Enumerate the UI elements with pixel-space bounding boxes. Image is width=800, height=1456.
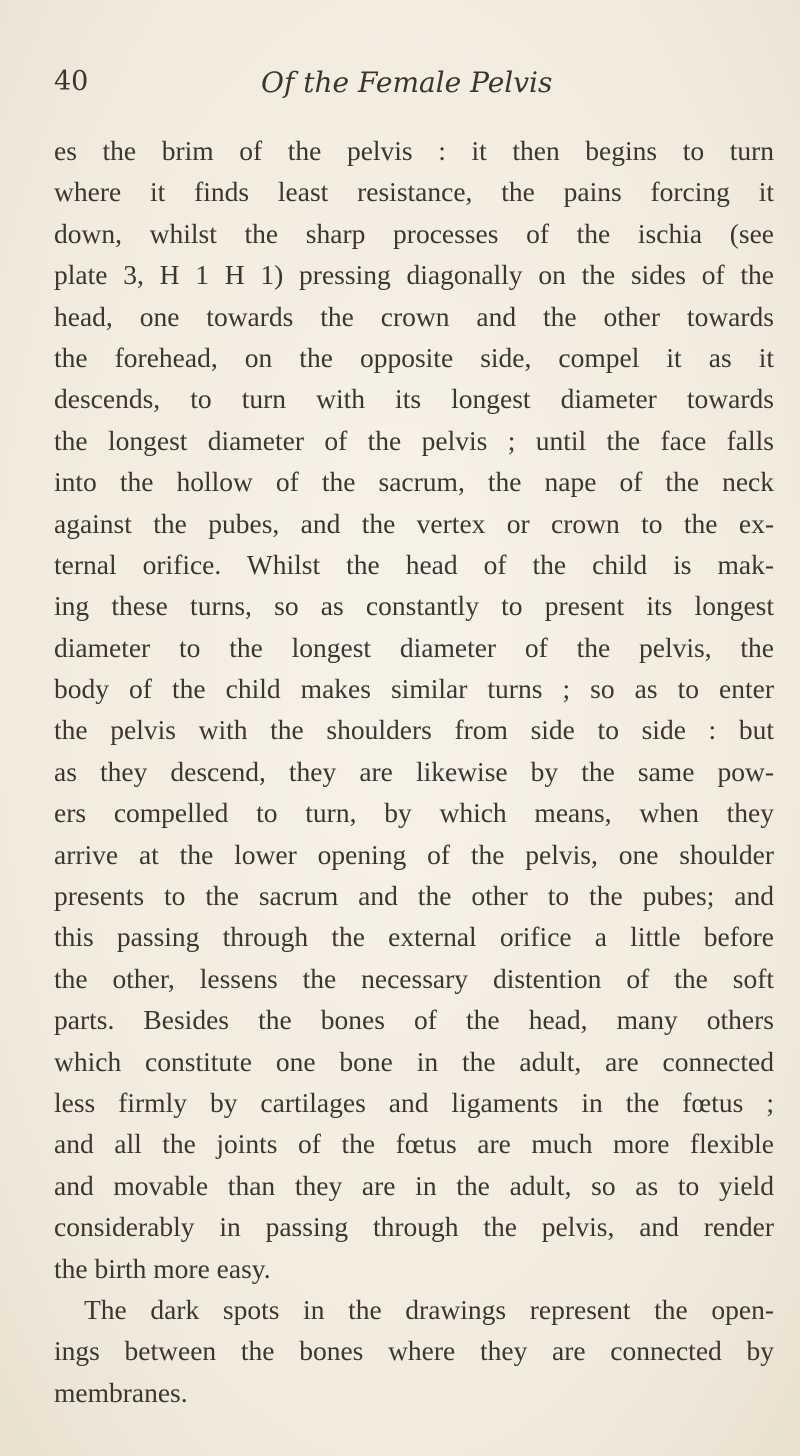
text-line: descends, to turn with its longest diameter towards xyxy=(54,383,774,415)
text-line: down, whilst the sharp processes of the ischia (see xyxy=(54,217,774,249)
text-line: as they descend, they are likewise by the same pow- xyxy=(54,755,774,787)
text-line: arrive at the lower opening of the pelvis, one shoulder xyxy=(54,838,774,870)
text-line: and movable than they are in the adult, so as to yield xyxy=(54,1169,774,1201)
text-line: head, one towards the crown and the other towards xyxy=(54,300,774,332)
text-line: the forehead, on the opposite side, compel it as it xyxy=(54,341,774,373)
text-line: es the brim of the pelvis : it then begins to turn xyxy=(54,135,774,166)
text-line: and all the joints of the fœtus are much more flexible xyxy=(54,1128,774,1160)
text-line: ings between the bones where they are connected by xyxy=(54,1335,774,1367)
text-line: into the hollow of the sacrum, the nape of the neck xyxy=(54,466,774,498)
text-line: diameter to the longest diameter of the pelvis, the xyxy=(54,631,774,663)
text-line: presents to the sacrum and the other to the pubes; and xyxy=(54,880,774,912)
text-line: membranes. xyxy=(54,1376,188,1408)
running-title: Of the Female Pelvis xyxy=(261,66,553,99)
page-number: 40 xyxy=(54,66,89,97)
text-line: ers compelled to turn, by which means, when they xyxy=(54,797,774,829)
text-line: The dark spots in the drawings represent the open- xyxy=(84,1293,774,1325)
body-text xyxy=(54,130,774,1413)
text-line: the longest diameter of the pelvis ; until the face falls xyxy=(54,424,774,456)
page-header xyxy=(54,66,554,106)
text-line: the pelvis with the shoulders from side to side : but xyxy=(54,714,774,746)
text-line: considerably in passing through the pelvis, and render xyxy=(54,1211,774,1243)
text-line: plate 3, H 1 H 1) pressing diagonally on the sides of the xyxy=(54,259,774,291)
text-line: this passing through the external orifice a little before xyxy=(54,921,774,953)
text-line: the birth more easy. xyxy=(54,1252,271,1284)
text-line: less firmly by cartilages and ligaments in the fœtus ; xyxy=(54,1086,774,1118)
text-line: ternal orifice. Whilst the head of the child is mak- xyxy=(54,548,774,580)
text-line: against the pubes, and the vertex or crown to the ex- xyxy=(54,507,774,539)
text-line: the other, lessens the necessary distention of the soft xyxy=(54,962,774,994)
text-line: which constitute one bone in the adult, are connected xyxy=(54,1045,774,1077)
text-line: ing these turns, so as constantly to present its longest xyxy=(54,590,774,622)
text-line: where it finds least resistance, the pains forcing it xyxy=(54,176,774,208)
text-line: parts. Besides the bones of the head, many others xyxy=(54,1004,774,1036)
text-line: body of the child makes similar turns ; so as to enter xyxy=(54,673,774,705)
